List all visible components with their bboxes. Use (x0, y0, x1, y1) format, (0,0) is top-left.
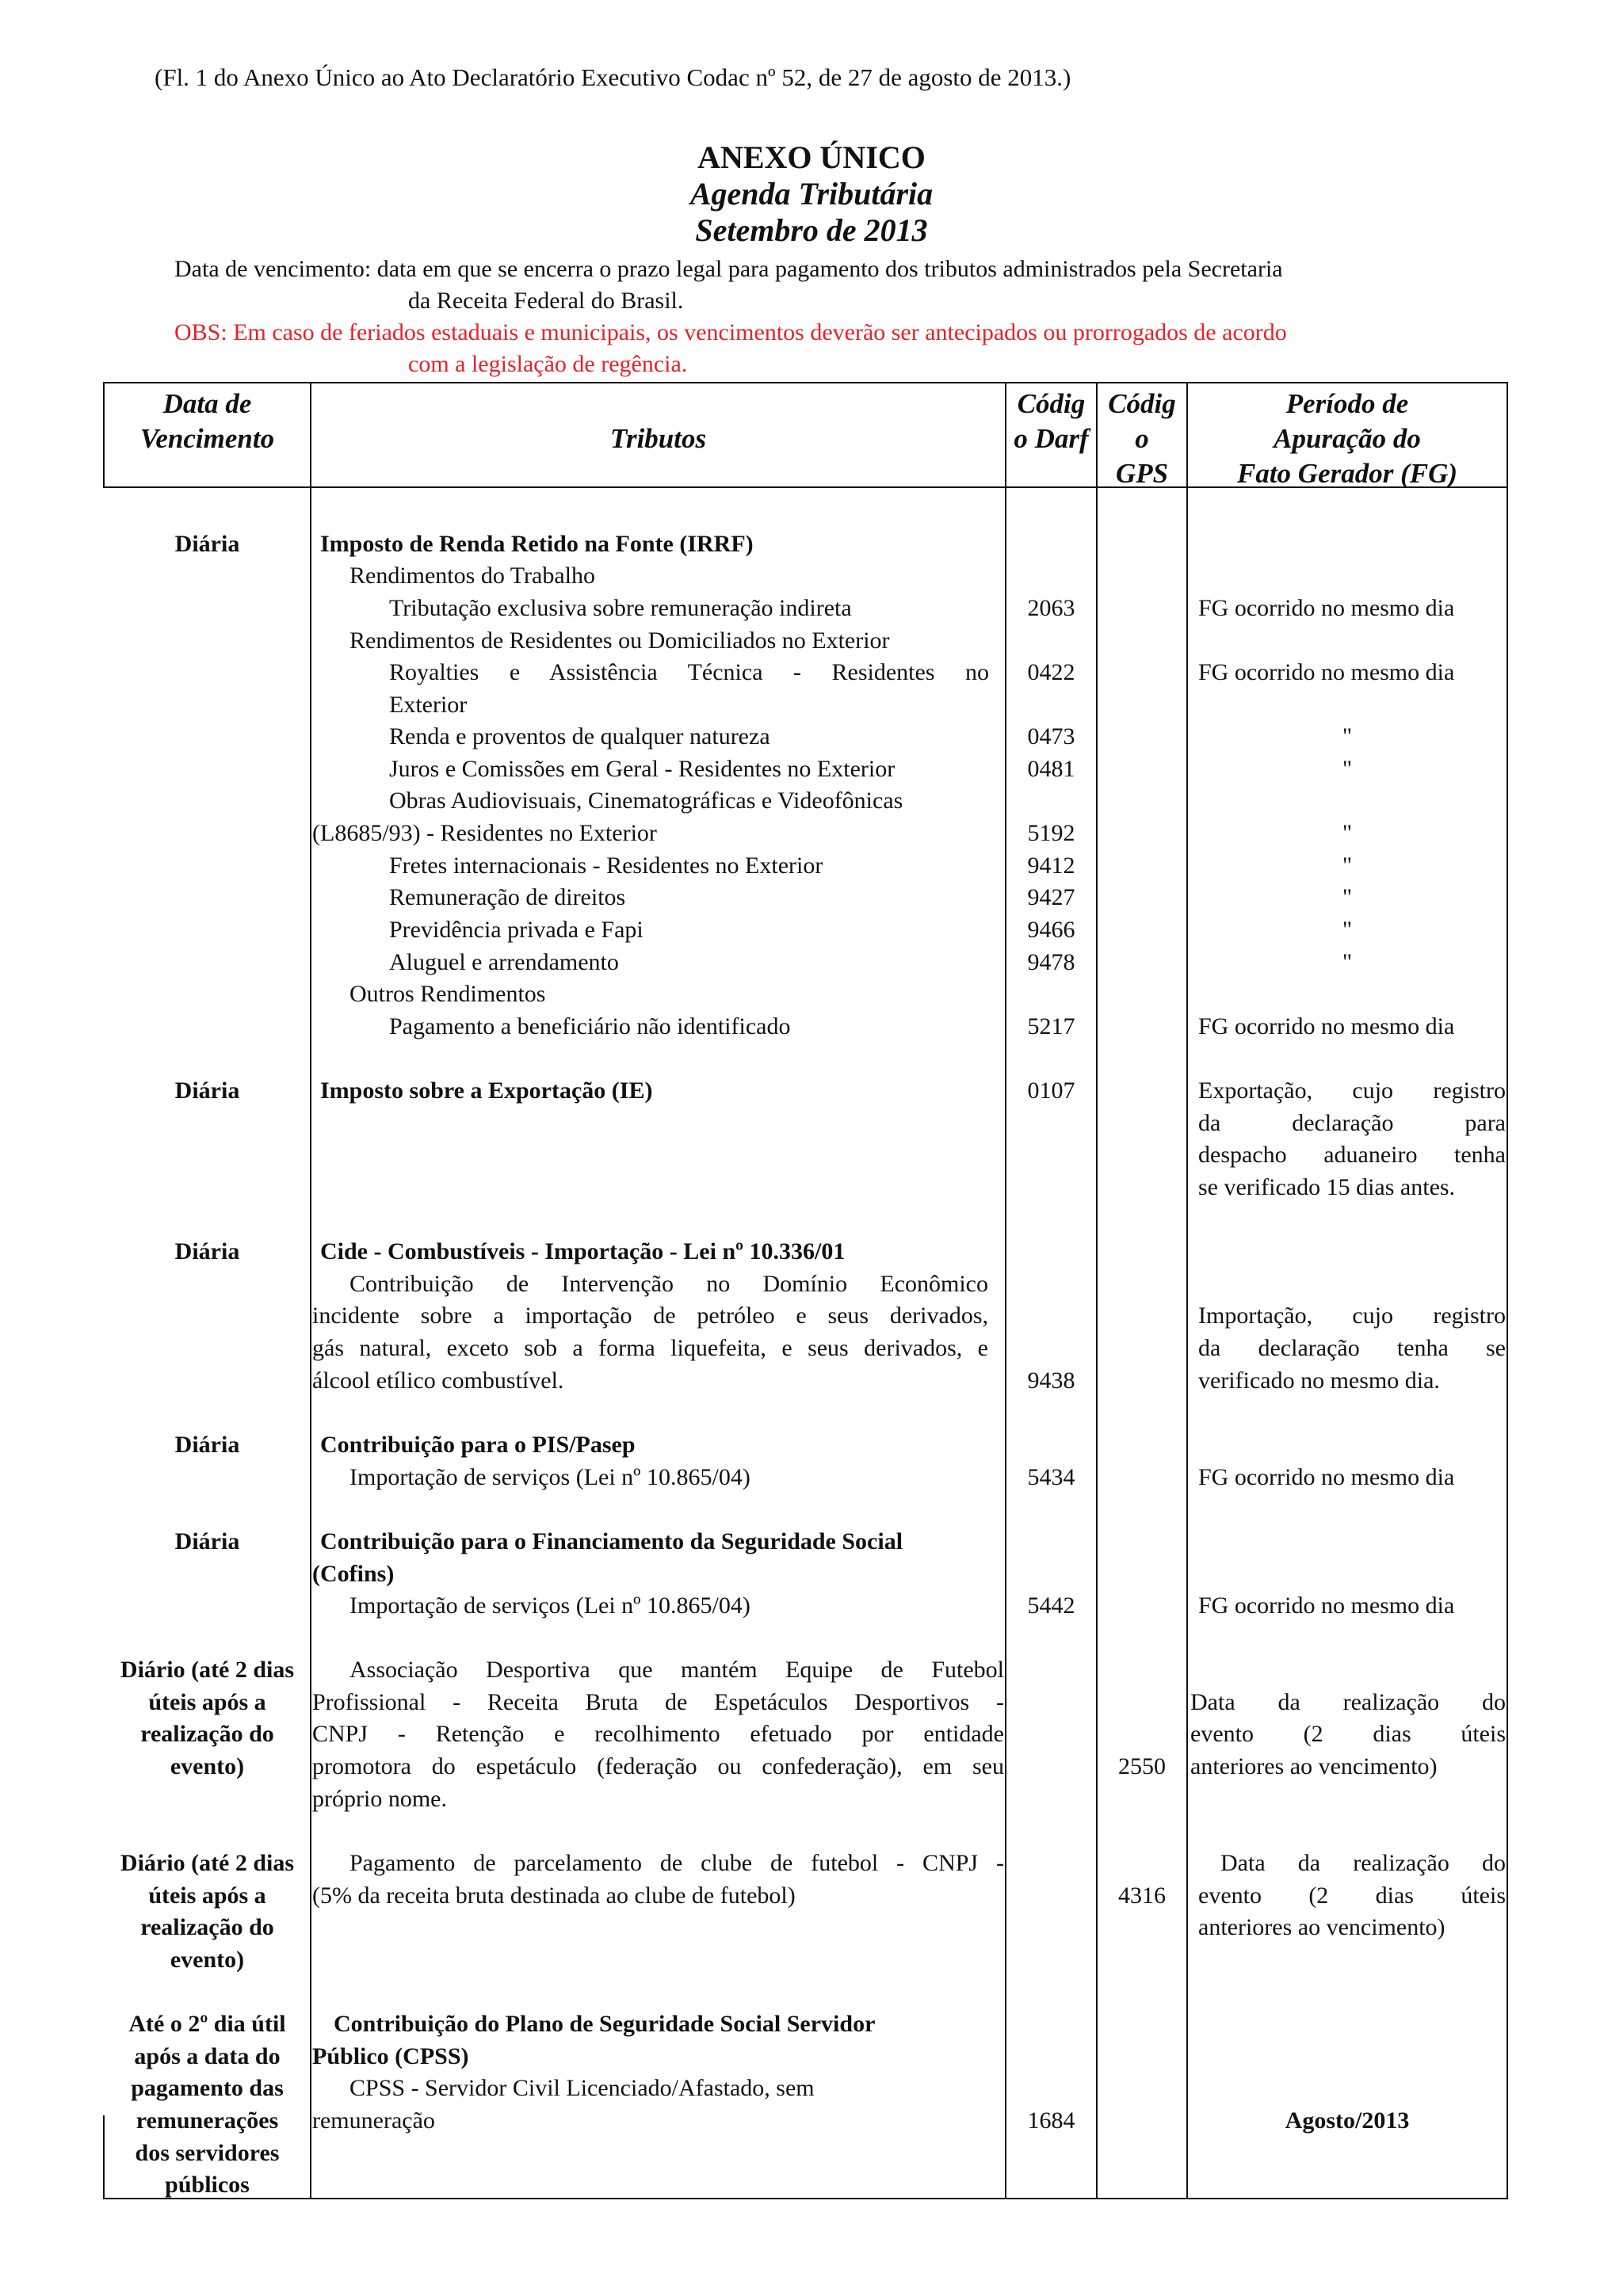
period: da declaração tenha se (1198, 1335, 1506, 1361)
period-ditto: " (1342, 723, 1353, 749)
tax-title: Imposto de Renda Retido na Fonte (IRRF) (320, 531, 754, 557)
darf-code: 0481 (1027, 756, 1075, 782)
due-date: Diário (até 2 dias (120, 1657, 295, 1683)
due-date: pagamento das (131, 2075, 284, 2101)
tax-description: Associação Desportiva que mantém Equipe de Futebol (349, 1657, 1004, 1683)
period: se verificado 15 dias antes. (1198, 1174, 1456, 1200)
header-gps-code-line-1: Códig (1108, 388, 1176, 419)
header-gps-code-line-3: GPS (1115, 458, 1169, 489)
tax-description: Profissional - Receita Bruta de Espetáculos Desportivos - (312, 1689, 1004, 1715)
tax-description: Pagamento de parcelamento de clube de futebol - CNPJ - (349, 1850, 1004, 1876)
tax-item: Importação de serviços (Lei nº 10.865/04) (349, 1592, 750, 1619)
period: verificado no mesmo dia. (1198, 1367, 1440, 1394)
due-date: Até o 2º dia útil (128, 2011, 286, 2037)
period: despacho aduaneiro tenha (1198, 1142, 1506, 1168)
tax-description: álcool etílico combustível. (312, 1367, 564, 1394)
header-period-line-1: Período de (1285, 388, 1409, 419)
tax-item: Tributação exclusiva sobre remuneração indireta (389, 595, 852, 621)
tax-description: promotora do espetáculo (federação ou confederação), em seu (312, 1753, 1004, 1779)
tax-item: Previdência privada e Fapi (389, 917, 643, 943)
darf-code: 0422 (1027, 659, 1075, 685)
due-date: após a data do (134, 2043, 281, 2069)
header-gps-code-line-2: o (1135, 423, 1149, 454)
header-darf-code-line-1: Códig (1017, 388, 1086, 419)
due-date: remunerações (136, 2107, 279, 2134)
header-darf-code-line-2: o Darf (1014, 423, 1089, 454)
tax-description: Contribuição de Intervenção no Domínio Econômico (349, 1271, 988, 1297)
tax-item: Renda e proventos de qualquer natureza (389, 723, 770, 749)
darf-code: 9438 (1027, 1367, 1075, 1394)
due-date: Diária (174, 1238, 240, 1264)
period-ditto: " (1342, 852, 1353, 879)
period-ditto: " (1342, 884, 1353, 910)
tax-item-continuation: Exterior (389, 692, 468, 718)
due-date: Diária (174, 1077, 240, 1104)
darf-code: 9412 (1027, 852, 1075, 879)
tax-item: Importação de serviços (Lei nº 10.865/04) (349, 1464, 750, 1490)
period: FG ocorrido no mesmo dia (1198, 1592, 1455, 1619)
observation-line-1: OBS: Em caso de feriados estaduais e municipais, os vencimentos deverão ser antecipados ou prorrogados de acordo (174, 319, 1287, 345)
description-line-1: Data de vencimento: data em que se encerra o prazo legal para pagamento dos tributos administrados pela Secretaria (174, 256, 1283, 282)
description-line-2: da Receita Federal do Brasil. (408, 288, 684, 314)
darf-code: 5434 (1027, 1464, 1075, 1490)
period: evento (2 dias úteis (1198, 1882, 1506, 1909)
due-date: Diária (174, 1432, 240, 1458)
document-reference: (Fl. 1 do Anexo Único ao Ato Declaratório Executivo Codac nº 52, de 27 de agosto de 2013.) (155, 63, 1071, 91)
due-date: úteis após a (148, 1882, 266, 1909)
darf-code: 2063 (1027, 595, 1075, 621)
period: Data da realização do (1190, 1689, 1506, 1715)
period: Exportação, cujo registro (1198, 1077, 1506, 1104)
period: FG ocorrido no mesmo dia (1198, 1013, 1455, 1039)
header-due-date-line-1: Data de (162, 388, 252, 419)
darf-code: 5442 (1027, 1592, 1075, 1619)
tax-title: Imposto sobre a Exportação (IE) (320, 1077, 653, 1104)
tax-subcategory: Outros Rendimentos (349, 981, 546, 1007)
month-subtitle: Setembro de 2013 (695, 212, 928, 248)
due-date: públicos (165, 2172, 250, 2198)
period: FG ocorrido no mesmo dia (1198, 1464, 1455, 1490)
header-due-date-line-2: Vencimento (139, 423, 275, 454)
due-date: realização do (140, 1914, 274, 1940)
due-date: evento) (170, 1947, 245, 1973)
darf-code: 9466 (1027, 917, 1075, 943)
due-date: úteis após a (148, 1689, 266, 1715)
tax-description: gás natural, exceto sob a forma liquefeita, e seus derivados, e (312, 1335, 988, 1361)
tax-item: Fretes internacionais - Residentes no Exterior (389, 852, 823, 879)
tax-item: Obras Audiovisuais, Cinematográficas e Videofônicas (389, 788, 903, 814)
period: Data da realização do (1220, 1850, 1506, 1876)
gps-code: 2550 (1118, 1753, 1166, 1779)
tax-description: CNPJ - Retenção e recolhimento efetuado por entidade (312, 1721, 1004, 1747)
tax-title: Contribuição do Plano de Seguridade Social Servidor (334, 2011, 876, 2037)
annex-title: ANEXO ÚNICO (697, 139, 926, 175)
darf-code: 0107 (1027, 1077, 1075, 1104)
period-ditto: " (1342, 756, 1353, 782)
period: anteriores ao vencimento) (1190, 1753, 1438, 1779)
tax-title: Contribuição para o PIS/Pasep (320, 1432, 636, 1458)
due-date: Diária (174, 1528, 240, 1554)
due-date: realização do (140, 1721, 274, 1747)
header-period-line-2: Apuração do (1274, 423, 1421, 454)
period: da declaração para (1198, 1110, 1506, 1136)
tax-title-continuation: (Cofins) (312, 1561, 395, 1587)
darf-code: 1684 (1027, 2107, 1075, 2134)
observation-line-2: com a legislação de regência. (408, 351, 688, 377)
tax-description: (5% da receita bruta destinada ao clube de futebol) (312, 1882, 796, 1909)
period: FG ocorrido no mesmo dia (1198, 659, 1455, 685)
due-date: Diária (174, 531, 240, 557)
due-date: Diário (até 2 dias (120, 1850, 295, 1876)
tax-title-continuation: Público (CPSS) (312, 2043, 469, 2069)
header-taxes: Tributos (609, 423, 707, 454)
tax-item: Aluguel e arrendamento (389, 949, 619, 975)
due-date: dos servidores (135, 2140, 280, 2166)
tax-description: remuneração (312, 2107, 435, 2134)
agenda-subtitle: Agenda Tributária (689, 176, 934, 212)
darf-code: 9427 (1027, 884, 1075, 910)
tax-title: Contribuição para o Financiamento da Seguridade Social (320, 1528, 903, 1554)
darf-code: 9478 (1027, 949, 1075, 975)
period-ditto: " (1342, 917, 1353, 943)
tax-subcategory: Rendimentos do Trabalho (349, 563, 596, 589)
period: Importação, cujo registro (1198, 1302, 1506, 1329)
tax-description: CPSS - Servidor Civil Licenciado/Afastado, sem (349, 2075, 815, 2101)
period: FG ocorrido no mesmo dia (1198, 595, 1455, 621)
gps-code: 4316 (1118, 1882, 1166, 1909)
tax-description: próprio nome. (312, 1786, 447, 1812)
period: anteriores ao vencimento) (1198, 1914, 1445, 1940)
tax-item: Remuneração de direitos (389, 884, 626, 910)
period: evento (2 dias úteis (1190, 1721, 1506, 1747)
darf-code: 5217 (1027, 1013, 1075, 1039)
darf-code: 5192 (1027, 820, 1075, 846)
period: Agosto/2013 (1285, 2107, 1410, 2134)
period-ditto: " (1342, 820, 1353, 846)
darf-code: 0473 (1027, 723, 1075, 749)
period-ditto: " (1342, 949, 1353, 975)
tax-item-continuation: (L8685/93) - Residentes no Exterior (312, 820, 657, 846)
tax-title: Cide - Combustíveis - Importação - Lei nº 10.336/01 (320, 1238, 846, 1264)
due-date: evento) (170, 1753, 245, 1779)
tax-item: Royalties e Assistência Técnica - Residentes no (389, 659, 989, 685)
header-period-line-3: Fato Gerador (FG) (1236, 458, 1458, 489)
tax-item: Pagamento a beneficiário não identificado (389, 1013, 791, 1039)
tax-description: incidente sobre a importação de petróleo e seus derivados, (312, 1302, 988, 1329)
tax-subcategory: Rendimentos de Residentes ou Domiciliados no Exterior (349, 627, 890, 654)
tax-item: Juros e Comissões em Geral - Residentes no Exterior (389, 756, 896, 782)
